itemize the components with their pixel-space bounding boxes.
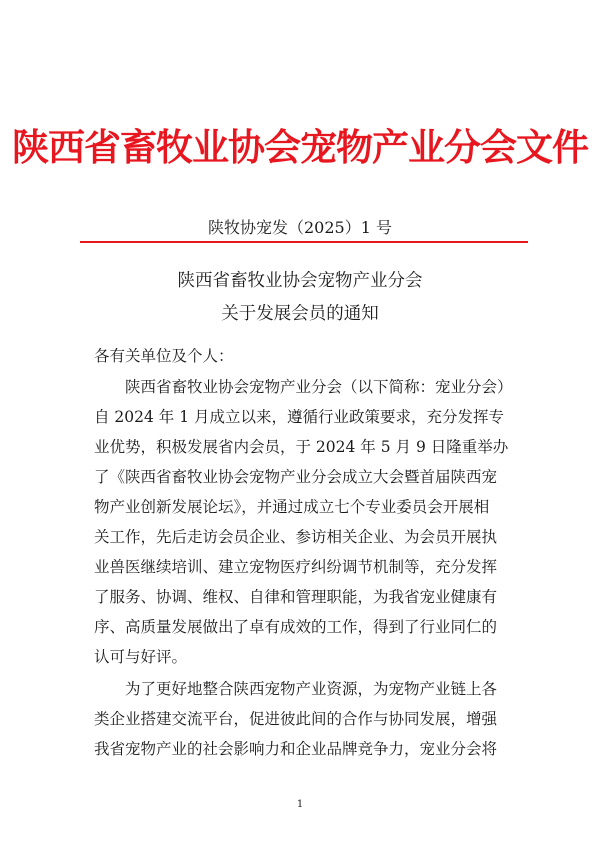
- body-line: 认可与好评。: [94, 648, 188, 666]
- body-line: 了《陕西省畜牧业协会宠物产业分会成立大会暨首届陕西宠: [94, 468, 498, 486]
- body-line: 业优势，积极发展省内会员，于 2024 年 5 月 9 日隆重举办: [94, 438, 509, 456]
- body-line: 为了更好地整合陕西宠物产业资源，为宠物产业链上各: [94, 680, 498, 698]
- body-line: 了服务、协调、维权、自律和管理职能，为我省宠业健康有: [94, 588, 498, 606]
- salutation: 各有关单位及个人：: [94, 347, 234, 365]
- notice-title-line-2: 关于发展会员的通知: [221, 304, 379, 324]
- page-number: 1: [296, 799, 304, 810]
- notice-title-line-1: 陕西省畜牧业协会宠物产业分会: [177, 271, 423, 291]
- body-line: 类企业搭建交流平台，促进彼此间的合作与协同发展，增强: [94, 710, 498, 728]
- document-header-title: 陕西省畜牧业协会宠物产业分会文件: [12, 125, 588, 169]
- body-line: 陕西省畜牧业协会宠物产业分会（以下简称：宠业分会）: [94, 378, 513, 396]
- document-number: 陕牧协宠发（2025）1 号: [208, 218, 392, 237]
- body-line: 关工作，先后走访会员企业、参访相关企业、为会员开展执: [94, 528, 498, 546]
- body-line: 自 2024 年 1 月成立以来，遵循行业政策要求，充分发挥专: [94, 408, 505, 426]
- red-divider-line: [80, 241, 528, 243]
- body-line: 序、高质量发展做出了卓有成效的工作，得到了行业同仁的: [94, 618, 498, 636]
- body-line: 业兽医继续培训、建立宠物医疗纠纷调节机制等，充分发挥: [94, 558, 498, 576]
- body-line: 我省宠物产业的社会影响力和企业品牌竞争力，宠业分会将: [94, 740, 498, 758]
- body-line: 物产业创新发展论坛》，并通过成立七个专业委员会开展相: [94, 498, 490, 516]
